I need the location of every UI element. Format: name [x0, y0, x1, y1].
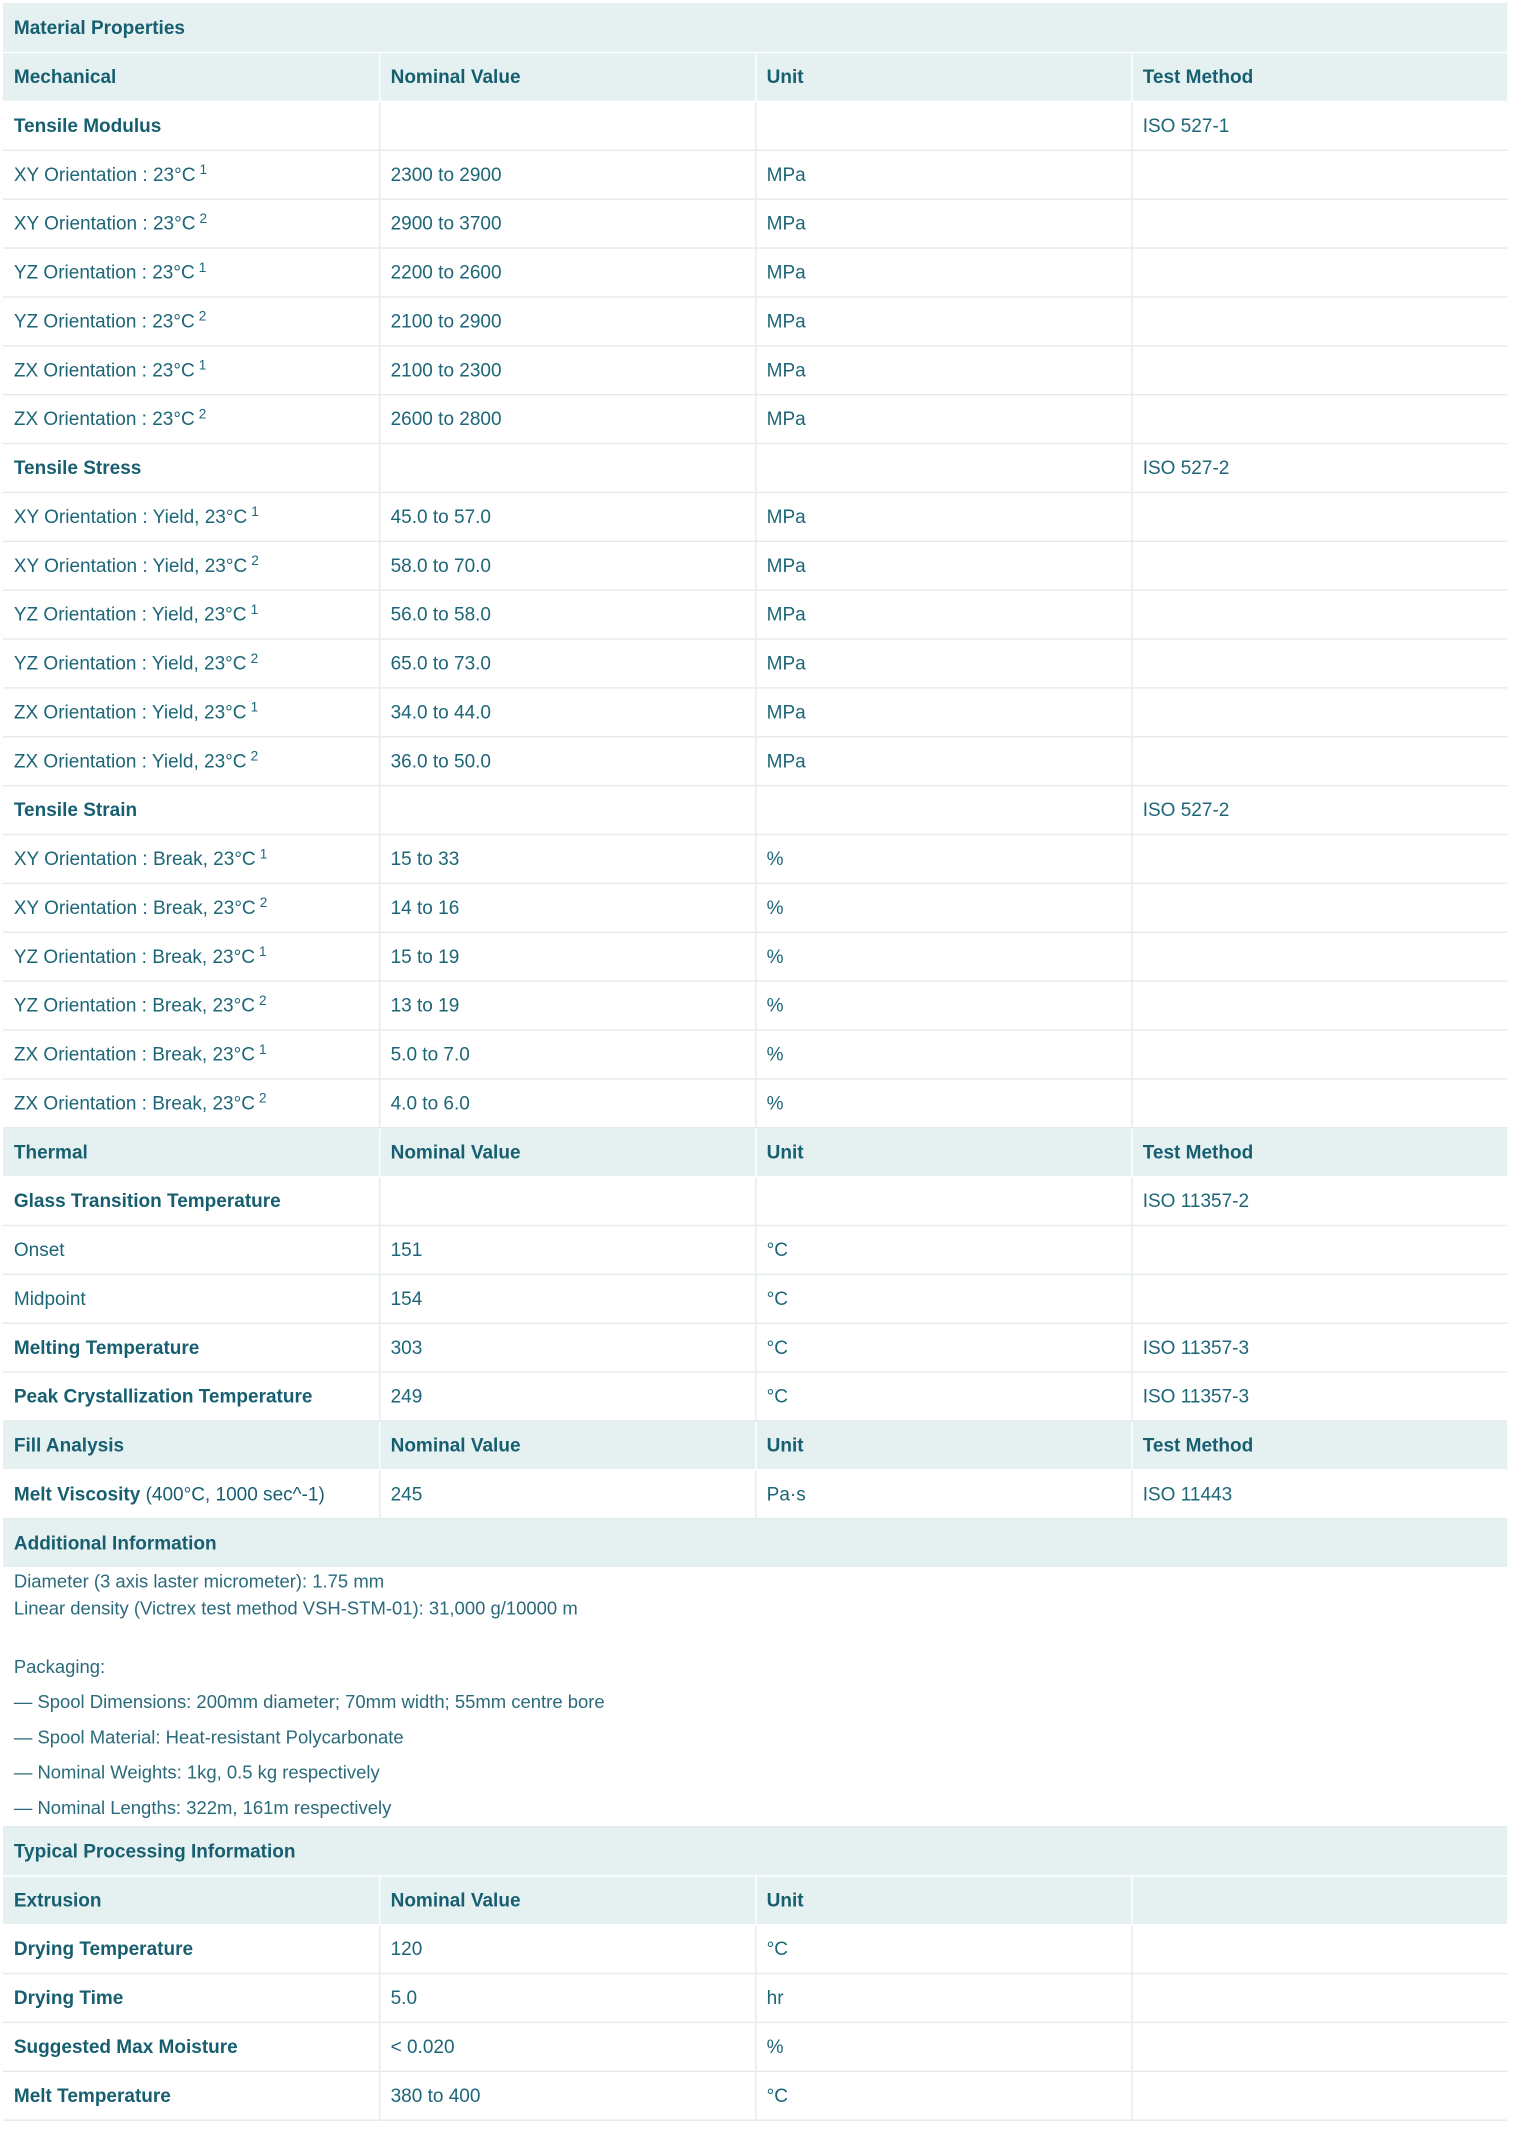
property-group-row: [3, 443, 1507, 492]
condition-label: ZX Orientation : Break, 23°C: [13, 1091, 255, 1114]
condition-cell: [3, 980, 379, 1029]
diameter-text: Diameter (3 axis laster micrometer): 1.75 mm: [13, 1570, 385, 1591]
nominal-value-cell: 154: [379, 1274, 755, 1323]
condition-cell: [3, 345, 379, 394]
condition-cell: [3, 589, 379, 638]
nominal-value-cell: 2900 to 3700: [379, 198, 755, 247]
condition-label: ZX Orientation : 23°C: [13, 358, 195, 381]
nominal-value-cell: < 0.020: [379, 2022, 755, 2071]
unit-cell: °C: [755, 1924, 1131, 1973]
packaging-item: — Nominal Lengths: 322m, 161m respectively: [13, 1797, 392, 1818]
condition-label: XY Orientation : Yield, 23°C: [13, 505, 248, 528]
property-name: Tensile Strain: [3, 785, 379, 834]
table-row: [3, 589, 1507, 638]
table-row: [3, 2022, 1507, 2071]
unit-cell: MPa: [755, 736, 1131, 785]
column-header-nominal: Nominal Value: [379, 1875, 755, 1924]
test-method-cell: [1131, 883, 1507, 932]
condition-label: XY Orientation : 23°C: [13, 163, 196, 185]
column-header-method: Test Method: [1131, 1127, 1507, 1176]
footnote-link[interactable]: 1: [199, 163, 208, 179]
footnote-link[interactable]: 2: [250, 651, 259, 667]
unit-cell: %: [755, 2022, 1131, 2071]
additional-info-row: [3, 1567, 1507, 1826]
nominal-value-cell: 34.0 to 44.0: [379, 687, 755, 736]
table-row: [3, 1078, 1507, 1127]
unit-cell: MPa: [755, 345, 1131, 394]
packaging-item: — Nominal Weights: 1kg, 0.5 kg respectively: [13, 1761, 380, 1783]
table-row: [3, 394, 1507, 443]
nominal-value-cell: 13 to 19: [379, 980, 755, 1029]
column-header-nominal: Nominal Value: [379, 52, 755, 101]
table-row: [3, 198, 1507, 247]
footnote-link[interactable]: 2: [198, 309, 207, 325]
unit-cell: MPa: [755, 247, 1131, 296]
column-header-unit: Unit: [755, 1420, 1131, 1469]
mechanical-header-row: [3, 52, 1507, 101]
unit-cell: MPa: [755, 394, 1131, 443]
table-row: [3, 834, 1507, 883]
footnote-link[interactable]: 1: [259, 847, 268, 863]
column-header-name: Fill Analysis: [3, 1420, 379, 1469]
unit-cell: MPa: [755, 492, 1131, 541]
unit-cell: %: [755, 883, 1131, 932]
condition-label: YZ Orientation : Yield, 23°C: [13, 603, 247, 625]
unit-cell: MPa: [755, 589, 1131, 638]
table-row: [3, 2071, 1507, 2120]
property-group-row: [3, 1176, 1507, 1225]
nominal-value-cell: 2600 to 2800: [379, 394, 755, 443]
condition-cell: [3, 1029, 379, 1078]
packaging-item: — Spool Dimensions: 200mm diameter; 70mm width; 55mm centre bore: [13, 1691, 605, 1712]
footnote-link[interactable]: 1: [198, 358, 207, 374]
column-header-name: Mechanical: [3, 52, 379, 101]
condition-cell: [3, 932, 379, 981]
condition-label: XY Orientation : Yield, 23°C: [13, 554, 248, 576]
nominal-value-cell: 65.0 to 73.0: [379, 638, 755, 687]
property-group-row: [3, 785, 1507, 834]
test-method-cell: [1131, 296, 1507, 345]
condition-label: YZ Orientation : Yield, 23°C: [13, 651, 247, 674]
nominal-value-cell: 2100 to 2900: [379, 296, 755, 345]
condition-cell: [3, 883, 379, 932]
linear-density-text: Linear density (Victrex test method VSH-STM-01): 31,000 g/10000 m: [13, 1597, 578, 1618]
table-row: [3, 247, 1507, 296]
nominal-value-cell: 2200 to 2600: [379, 247, 755, 296]
unit-cell: %: [755, 1029, 1131, 1078]
empty-cell: [1131, 1973, 1507, 2022]
unit-cell: %: [755, 932, 1131, 981]
test-method-cell: ISO 527-2: [1131, 443, 1507, 492]
unit-cell: hr: [755, 1973, 1131, 2022]
unit-cell: %: [755, 834, 1131, 883]
test-method-cell: [1131, 345, 1507, 394]
test-method-cell: [1131, 492, 1507, 541]
test-method-cell: [1131, 932, 1507, 981]
test-method-cell: [1131, 589, 1507, 638]
unit-cell: MPa: [755, 638, 1131, 687]
unit-cell: [755, 785, 1131, 834]
section-title-row: [3, 3, 1507, 52]
unit-cell: [755, 443, 1131, 492]
table-row: [3, 1469, 1507, 1518]
footnote-link[interactable]: 1: [250, 603, 259, 618]
property-name: Melting Temperature: [3, 1323, 379, 1372]
footnote-link[interactable]: 1: [251, 505, 259, 521]
footnote-link[interactable]: 2: [259, 896, 268, 912]
unit-cell: MPa: [755, 687, 1131, 736]
material-properties-table: [3, 3, 1507, 2120]
condition-label: XY Orientation : 23°C: [13, 212, 196, 234]
condition-cell: [3, 687, 379, 736]
packaging-item: — Spool Material: Heat-resistant Polycarbonate: [13, 1726, 404, 1747]
nominal-value-cell: 58.0 to 70.0: [379, 541, 755, 590]
nominal-value-cell: 15 to 19: [379, 932, 755, 981]
test-method-cell: [1131, 1274, 1507, 1323]
table-row: [3, 1225, 1507, 1274]
nominal-value-cell: [379, 443, 755, 492]
packaging-title: Packaging:: [13, 1655, 106, 1677]
table-row: [3, 1371, 1507, 1420]
condition-cell: [3, 492, 379, 541]
additional-info-text: [3, 1567, 1507, 1826]
condition-cell: [3, 736, 379, 785]
unit-cell: [755, 1176, 1131, 1225]
test-method-cell: [1131, 638, 1507, 687]
nominal-value-cell: 2100 to 2300: [379, 345, 755, 394]
property-condition: (400°C, 1000 sec^-1): [145, 1482, 325, 1505]
property-name-cell: [3, 1469, 379, 1518]
test-method-cell: ISO 11443: [1131, 1469, 1507, 1518]
property-name: Drying Time: [3, 1973, 379, 2022]
column-header-nominal: Nominal Value: [379, 1127, 755, 1176]
unit-cell: °C: [755, 2071, 1131, 2120]
nominal-value-cell: 303: [379, 1323, 755, 1372]
property-name: Drying Temperature: [3, 1924, 379, 1973]
condition-cell: [3, 834, 379, 883]
column-header-empty: [1131, 1875, 1507, 1924]
test-method-cell: [1131, 198, 1507, 247]
property-name: Suggested Max Moisture: [3, 2022, 379, 2071]
condition-cell: [3, 394, 379, 443]
condition-label: XY Orientation : Break, 23°C: [13, 896, 256, 919]
property-name: Glass Transition Temperature: [3, 1176, 379, 1225]
condition-label: ZX Orientation : Break, 23°C: [13, 1042, 255, 1065]
unit-cell: °C: [755, 1274, 1131, 1323]
footnote-link[interactable]: 1: [259, 1042, 267, 1058]
fill-analysis-header-row: [3, 1420, 1507, 1469]
column-header-nominal: Nominal Value: [379, 1420, 755, 1469]
test-method-cell: [1131, 687, 1507, 736]
test-method-cell: [1131, 1078, 1507, 1127]
table-row: [3, 1973, 1507, 2022]
condition-label: ZX Orientation : Yield, 23°C: [13, 749, 247, 772]
section-title: Additional Information: [3, 1518, 1507, 1567]
table-row: [3, 492, 1507, 541]
thermal-header-row: [3, 1127, 1507, 1176]
test-method-cell: ISO 11357-3: [1131, 1371, 1507, 1420]
additional-info-title-row: [3, 1518, 1507, 1567]
unit-cell: Pa·s: [755, 1469, 1131, 1518]
table-row: [3, 1274, 1507, 1323]
condition-cell: [3, 198, 379, 247]
footnote-link[interactable]: 1: [250, 700, 259, 716]
footnote-link[interactable]: 2: [251, 554, 259, 570]
property-name: Tensile Stress: [3, 443, 379, 492]
unit-cell: MPa: [755, 150, 1131, 199]
footnote-link[interactable]: 2: [259, 994, 267, 1009]
column-header-name: Extrusion: [3, 1875, 379, 1924]
test-method-cell: ISO 527-2: [1131, 785, 1507, 834]
table-row: [3, 736, 1507, 785]
nominal-value-cell: 14 to 16: [379, 883, 755, 932]
condition-label: ZX Orientation : Yield, 23°C: [13, 700, 247, 723]
column-header-method: Test Method: [1131, 1420, 1507, 1469]
condition-cell: [3, 247, 379, 296]
test-method-cell: ISO 11357-2: [1131, 1176, 1507, 1225]
table-row: [3, 1323, 1507, 1372]
table-row: [3, 638, 1507, 687]
section-title: Material Properties: [3, 3, 1507, 52]
unit-cell: MPa: [755, 198, 1131, 247]
footnote-link[interactable]: 2: [198, 407, 207, 423]
unit-cell: °C: [755, 1323, 1131, 1372]
nominal-value-cell: 2300 to 2900: [379, 150, 755, 199]
test-method-cell: [1131, 247, 1507, 296]
table-row: [3, 883, 1507, 932]
test-method-cell: ISO 527-1: [1131, 101, 1507, 150]
table-row: [3, 296, 1507, 345]
section-title: Typical Processing Information: [3, 1826, 1507, 1875]
footnote-link[interactable]: 2: [250, 749, 259, 765]
condition-label: XY Orientation : Break, 23°C: [13, 847, 256, 870]
table-row: [3, 1924, 1507, 1973]
condition-cell: [3, 541, 379, 590]
nominal-value-cell: 5.0 to 7.0: [379, 1029, 755, 1078]
test-method-cell: [1131, 736, 1507, 785]
nominal-value-cell: 45.0 to 57.0: [379, 492, 755, 541]
table-row: [3, 1029, 1507, 1078]
spacer: [14, 1622, 1496, 1649]
empty-cell: [1131, 1924, 1507, 1973]
condition-cell: Midpoint: [3, 1274, 379, 1323]
condition-label: YZ Orientation : 23°C: [13, 260, 195, 283]
footnote-link[interactable]: 1: [198, 260, 207, 276]
column-header-unit: Unit: [755, 52, 1131, 101]
test-method-cell: [1131, 150, 1507, 199]
test-method-cell: [1131, 541, 1507, 590]
table-row: [3, 345, 1507, 394]
condition-cell: [3, 1078, 379, 1127]
footnote-link[interactable]: 2: [259, 1091, 267, 1107]
material-properties-body: [3, 3, 1507, 2119]
material-properties-container: [3, 3, 1513, 2120]
unit-cell: MPa: [755, 296, 1131, 345]
nominal-value-cell: [379, 101, 755, 150]
condition-cell: [3, 638, 379, 687]
column-header-unit: Unit: [755, 1875, 1131, 1924]
condition-label: YZ Orientation : Break, 23°C: [13, 945, 255, 967]
test-method-cell: [1131, 394, 1507, 443]
nominal-value-cell: 151: [379, 1225, 755, 1274]
nominal-value-cell: 245: [379, 1469, 755, 1518]
nominal-value-cell: 249: [379, 1371, 755, 1420]
test-method-cell: [1131, 1225, 1507, 1274]
table-row: [3, 541, 1507, 590]
test-method-cell: ISO 11357-3: [1131, 1323, 1507, 1372]
footnote-link[interactable]: 2: [199, 212, 208, 228]
nominal-value-cell: 120: [379, 1924, 755, 1973]
column-header-name: Thermal: [3, 1127, 379, 1176]
property-name: Peak Crystallization Temperature: [3, 1371, 379, 1420]
column-header-unit: Unit: [755, 1127, 1131, 1176]
condition-cell: [3, 150, 379, 199]
nominal-value-cell: [379, 785, 755, 834]
property-name: Melt Viscosity: [13, 1482, 141, 1505]
footnote-link[interactable]: 1: [259, 945, 267, 961]
condition-label: YZ Orientation : 23°C: [13, 309, 195, 332]
table-row: [3, 932, 1507, 981]
unit-cell: °C: [755, 1225, 1131, 1274]
table-row: [3, 687, 1507, 736]
unit-cell: %: [755, 980, 1131, 1029]
unit-cell: °C: [755, 1371, 1131, 1420]
empty-cell: [1131, 2071, 1507, 2120]
test-method-cell: [1131, 834, 1507, 883]
nominal-value-cell: 36.0 to 50.0: [379, 736, 755, 785]
property-name: Tensile Modulus: [3, 101, 379, 150]
column-header-method: Test Method: [1131, 52, 1507, 101]
nominal-value-cell: [379, 1176, 755, 1225]
nominal-value-cell: 4.0 to 6.0: [379, 1078, 755, 1127]
condition-cell: Onset: [3, 1225, 379, 1274]
condition-label: YZ Orientation : Break, 23°C: [13, 994, 255, 1016]
unit-cell: %: [755, 1078, 1131, 1127]
nominal-value-cell: 15 to 33: [379, 834, 755, 883]
test-method-cell: [1131, 980, 1507, 1029]
condition-label: ZX Orientation : 23°C: [13, 407, 195, 430]
empty-cell: [1131, 2022, 1507, 2071]
table-row: [3, 150, 1507, 199]
nominal-value-cell: 5.0: [379, 1973, 755, 2022]
property-name: Melt Temperature: [3, 2071, 379, 2120]
condition-cell: [3, 296, 379, 345]
test-method-cell: [1131, 1029, 1507, 1078]
processing-title-row: [3, 1826, 1507, 1875]
table-row: [3, 980, 1507, 1029]
property-group-row: [3, 101, 1507, 150]
unit-cell: MPa: [755, 541, 1131, 590]
unit-cell: [755, 101, 1131, 150]
nominal-value-cell: 380 to 400: [379, 2071, 755, 2120]
extrusion-header-row: [3, 1875, 1507, 1924]
nominal-value-cell: 56.0 to 58.0: [379, 589, 755, 638]
